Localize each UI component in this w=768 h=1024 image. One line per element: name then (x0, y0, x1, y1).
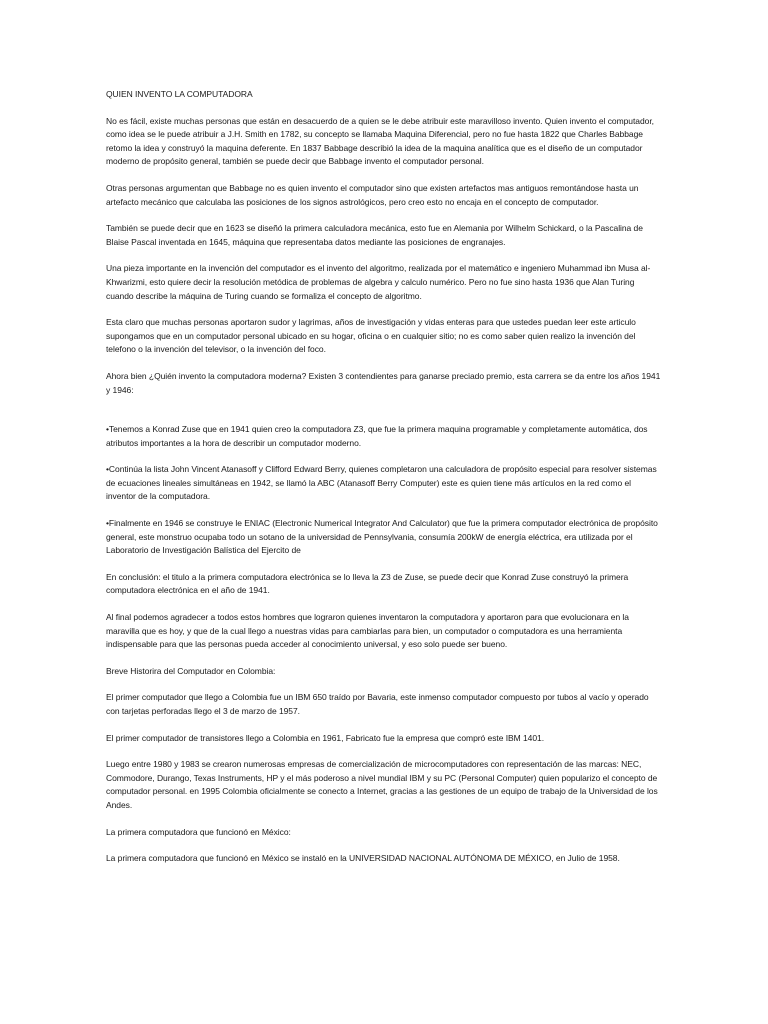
paragraph-mexico-unam: La primera computadora que funcionó en México se instaló en la UNIVERSIDAD NACIONAL AUTÓNOMA DE MÉXICO, en Julio de 1958. (106, 853, 620, 864)
paragraph-mechanical-calculators: También se puede decir que en 1623 se diseñó la primera calculadora mecánica, esto fue en Alemania por Wilhelm Schickard, o la Pascalina de Blaise Pascal inventada en 1645, máquina que representaba datos mediante las posiciones de engranajes. (106, 223, 643, 247)
bullet-eniac: •Finalmente en 1946 se construye le ENIAC (Electronic Numerical Integrator And Calculator) que fue la primera computador electrónica de propósito general, este monstruo ocupaba todo un sotano de la universidad de Pennsylvania, consumía 200kW de energía eléctrica, era utilizada por el Laboratorio de Investigación Balística del Ejercito de (106, 518, 658, 556)
paragraph-modern-computer-question: Ahora bien ¿Quién invento la computadora moderna? Existen 3 contendientes para ganarse preciado premio, esta carrera se da entre los años 1941 y 1946: (106, 370, 661, 395)
heading-mexico: La primera computadora que funcionó en México: (106, 826, 291, 837)
bullet-atanasoff-berry: •Continúa la lista John Vincent Atanasoff y Clifford Edward Berry, quienes completaron una calculadora de propósito especial para resolver sistemas de ecuaciones lineales simultáneas en 1942, se llamó la ABC (Atanasoff Berry Computer) este es quien tiene más artículos en la red como el inventor de la computadora. (106, 464, 657, 502)
bullet-zuse: •Tenemos a Konrad Zuse que en 1941 quien creo la computadora Z3, que fue la primera maquina programable y completamente automática, dos atributos importantes a la hora de describir un computador moderno. (106, 424, 648, 448)
paragraph-colombia-ibm650: El primer computador que llego a Colombia fue un IBM 650 traído por Bavaria, este inmenso computador compuesto por tubos al vacío y operado con tarjetas perforadas llego el 3 de marzo de 1957. (106, 692, 649, 716)
paragraph-contributors: Esta claro que muchas personas aportaron sudor y lagrimas, años de investigación y vidas enteras para que ustedes puedan leer este articulo supongamos que en un computador personal ubicado en su hogar, oficina o en cualquier sitio; no es como saber quien realizo la invención del telefono o la invención del televisor, o la invención del foco. (106, 317, 636, 355)
paragraph-babbage: No es fácil, existe muchas personas que están en desacuerdo de a quien se le debe atribuir este maravilloso invento. Quien invento el computador, como idea se le puede atribuir a J.H. Smith en 1782, su concepto se llamaba Maquina Diferencial, pero no fue hasta 1822 que Charles Babbage retomo la idea y construyó la maquina deferente. En 1837 Babbage describió la idea de la maquina analítica que es el diseño de un computador moderno de propósito general, también se puede decir que Babbage invento el computador personal. (106, 115, 654, 167)
paragraph-conclusion: En conclusión: el titulo a la primera computadora electrónica se lo lleva la Z3 de Zuse, se puede decir que Konrad Zuse construyó la primera computadora electrónica en el año de 1941. (106, 571, 629, 596)
heading-colombia-history: Breve Historira del Computador en Colombia: (106, 665, 276, 676)
paragraph-gratitude: Al final podemos agradecer a todos estos hombres que lograron quienes inventaron la computadora y aportaron para que evolucionara en la maravilla que es hoy, y que de la cual llego a nuestras vidas para cambiarlas para bien, un computador o computadora es una herramienta indispensable para que las personas pueda acceder al conocimiento universal, y eso solo puede ser bueno. (106, 612, 629, 650)
document-title: QUIEN INVENTO LA COMPUTADORA (106, 89, 253, 99)
paragraph-colombia-ibm1401: El primer computador de transistores llego a Colombia en 1961, Fabricato fue la empresa que compró este IBM 1401. (106, 732, 544, 743)
paragraph-algorithm: Una pieza importante en la invención del computador es el invento del algoritmo, realizada por el matemático e ingeniero Muhammad ibn Musa al-Khwarizmi, esto quiere decir la resolución metódica de problemas de algebra y calculo numérico. Pero no fue sino hasta 1936 que Alan Turing cuando describe la máquina de Turing cuando se formaliza el concepto de algoritmo. (106, 263, 651, 301)
paragraph-colombia-microcomputers: Luego entre 1980 y 1983 se crearon numerosas empresas de comercialización de microcomputadores con representación de las marcas: NEC, Commodore, Durango, Texas Instruments, HP y el más poderoso a nivel mundial IBM y su PC (Personal Computer) quien popularizo el concepto de computador personal. en 1995 Colombia oficialmente se conecto a Internet, gracias a las gestiones de un equipo de trabajo de la Universidad de los Andes. (106, 759, 658, 810)
paragraph-ancient-artifacts: Otras personas argumentan que Babbage no es quien invento el computador sino que existen artefactos mas antiguos remontándose hasta un artefacto mecánico que calculaba las posiciones de los signos astrológicos, pero creo esto no encaja en el concepto de computador. (106, 182, 639, 207)
document-page (106, 88, 662, 879)
